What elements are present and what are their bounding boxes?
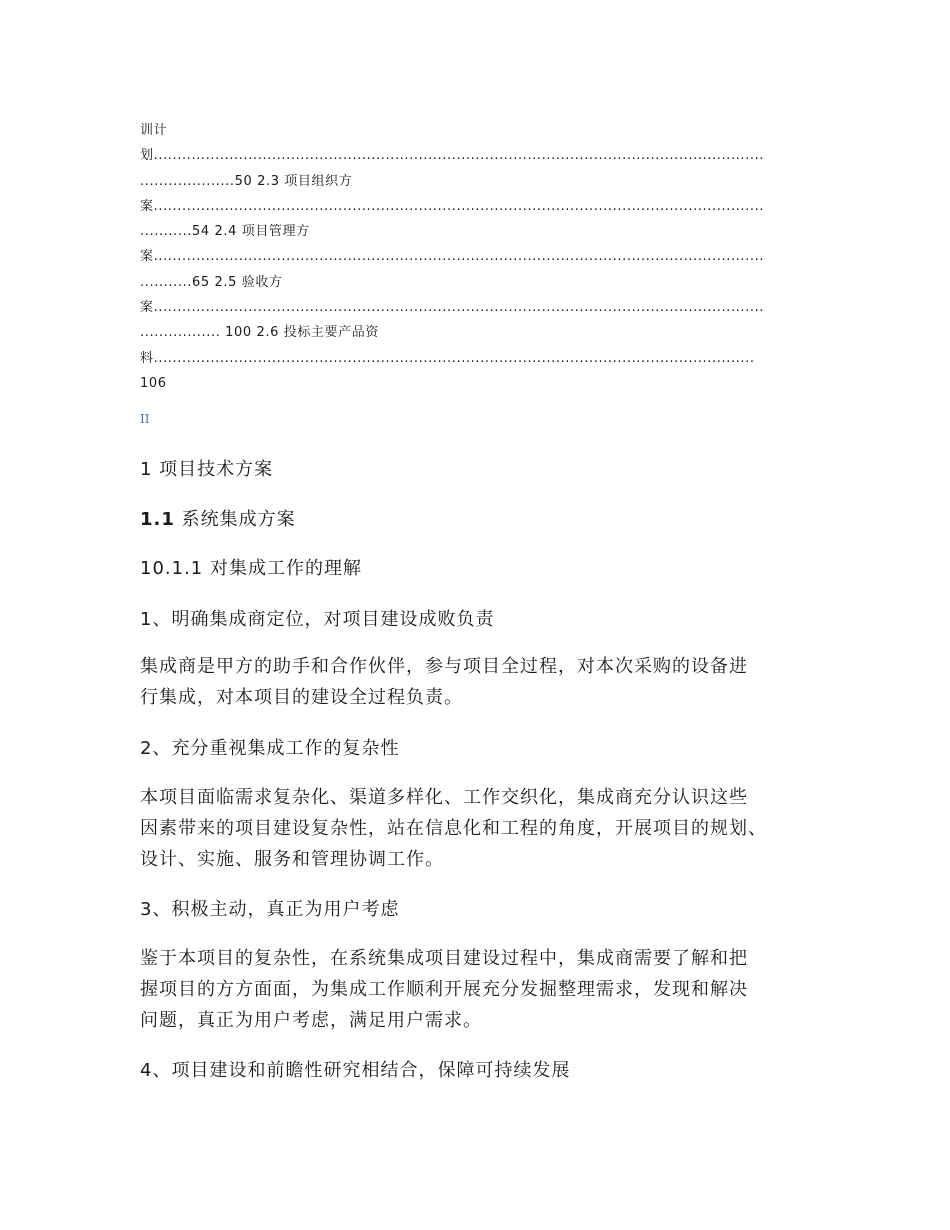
point-heading: 2、充分重视集成工作的复杂性 [140,738,400,759]
section-heading [140,504,820,535]
body-line: 行集成，对本项目的建设全过程负责。 [140,687,463,708]
body-line: 本项目面临需求复杂化、渠道多样化、工作交织化，集成商充分认识这些 [140,787,748,808]
body-line: 鉴于本项目的复杂性，在系统集成项目建设过程中，集成商需要了解和把 [140,948,748,969]
toc-line: 料............................................................................................................................... [140,350,755,366]
point-body [140,943,820,1036]
body-line: 设计、实施、服务和管理协调工作。 [140,849,444,870]
toc-line: ....................50 2.3 项目组织方 [140,173,353,189]
point-body [140,782,820,875]
point-heading: 3、积极主动，真正为用户考虑 [140,899,400,920]
body-line: 因素带来的项目建设复杂性，站在信息化和工程的角度，开展项目的规划、 [140,818,767,839]
point-heading: 1、明确集成商定位，对项目建设成败负责 [140,609,495,630]
section-number: 1.1 [140,509,175,530]
body-line: 集成商是甲方的助手和合作伙伴，参与项目全过程，对本次采购的设备进 [140,656,748,677]
toc-line: ...........65 2.5 验收方 [140,274,283,290]
toc-line: 案................................................................................................................................. [140,249,765,265]
page-marker: II [140,412,150,426]
point-heading: 4、项目建设和前瞻性研究相结合，保障可持续发展 [140,1060,571,1081]
toc-line: 案................................................................................................................................. [140,300,765,316]
subsection-title: 10.1.1 对集成工作的理解 [140,558,362,579]
table-of-contents [140,118,810,396]
toc-line: ................. 100 2.6 投标主要产品资 [140,325,379,341]
toc-line: 训计 [140,123,168,138]
toc-line: 106 [140,375,167,391]
toc-line: 划................................................................................................................................. [140,148,765,164]
chapter-title: 1 项目技术方案 [140,459,274,480]
toc-line: ...........54 2.4 项目管理方 [140,224,310,240]
body-line: 问题，真正为用户考虑，满足用户需求。 [140,1010,482,1031]
point-body [140,651,820,713]
section-title: 系统集成方案 [181,509,296,530]
toc-line: 案................................................................................................................................. [140,198,765,214]
body-line: 握项目的方方面面，为集成工作顺利开展充分发掘整理需求，发现和解决 [140,979,748,1000]
